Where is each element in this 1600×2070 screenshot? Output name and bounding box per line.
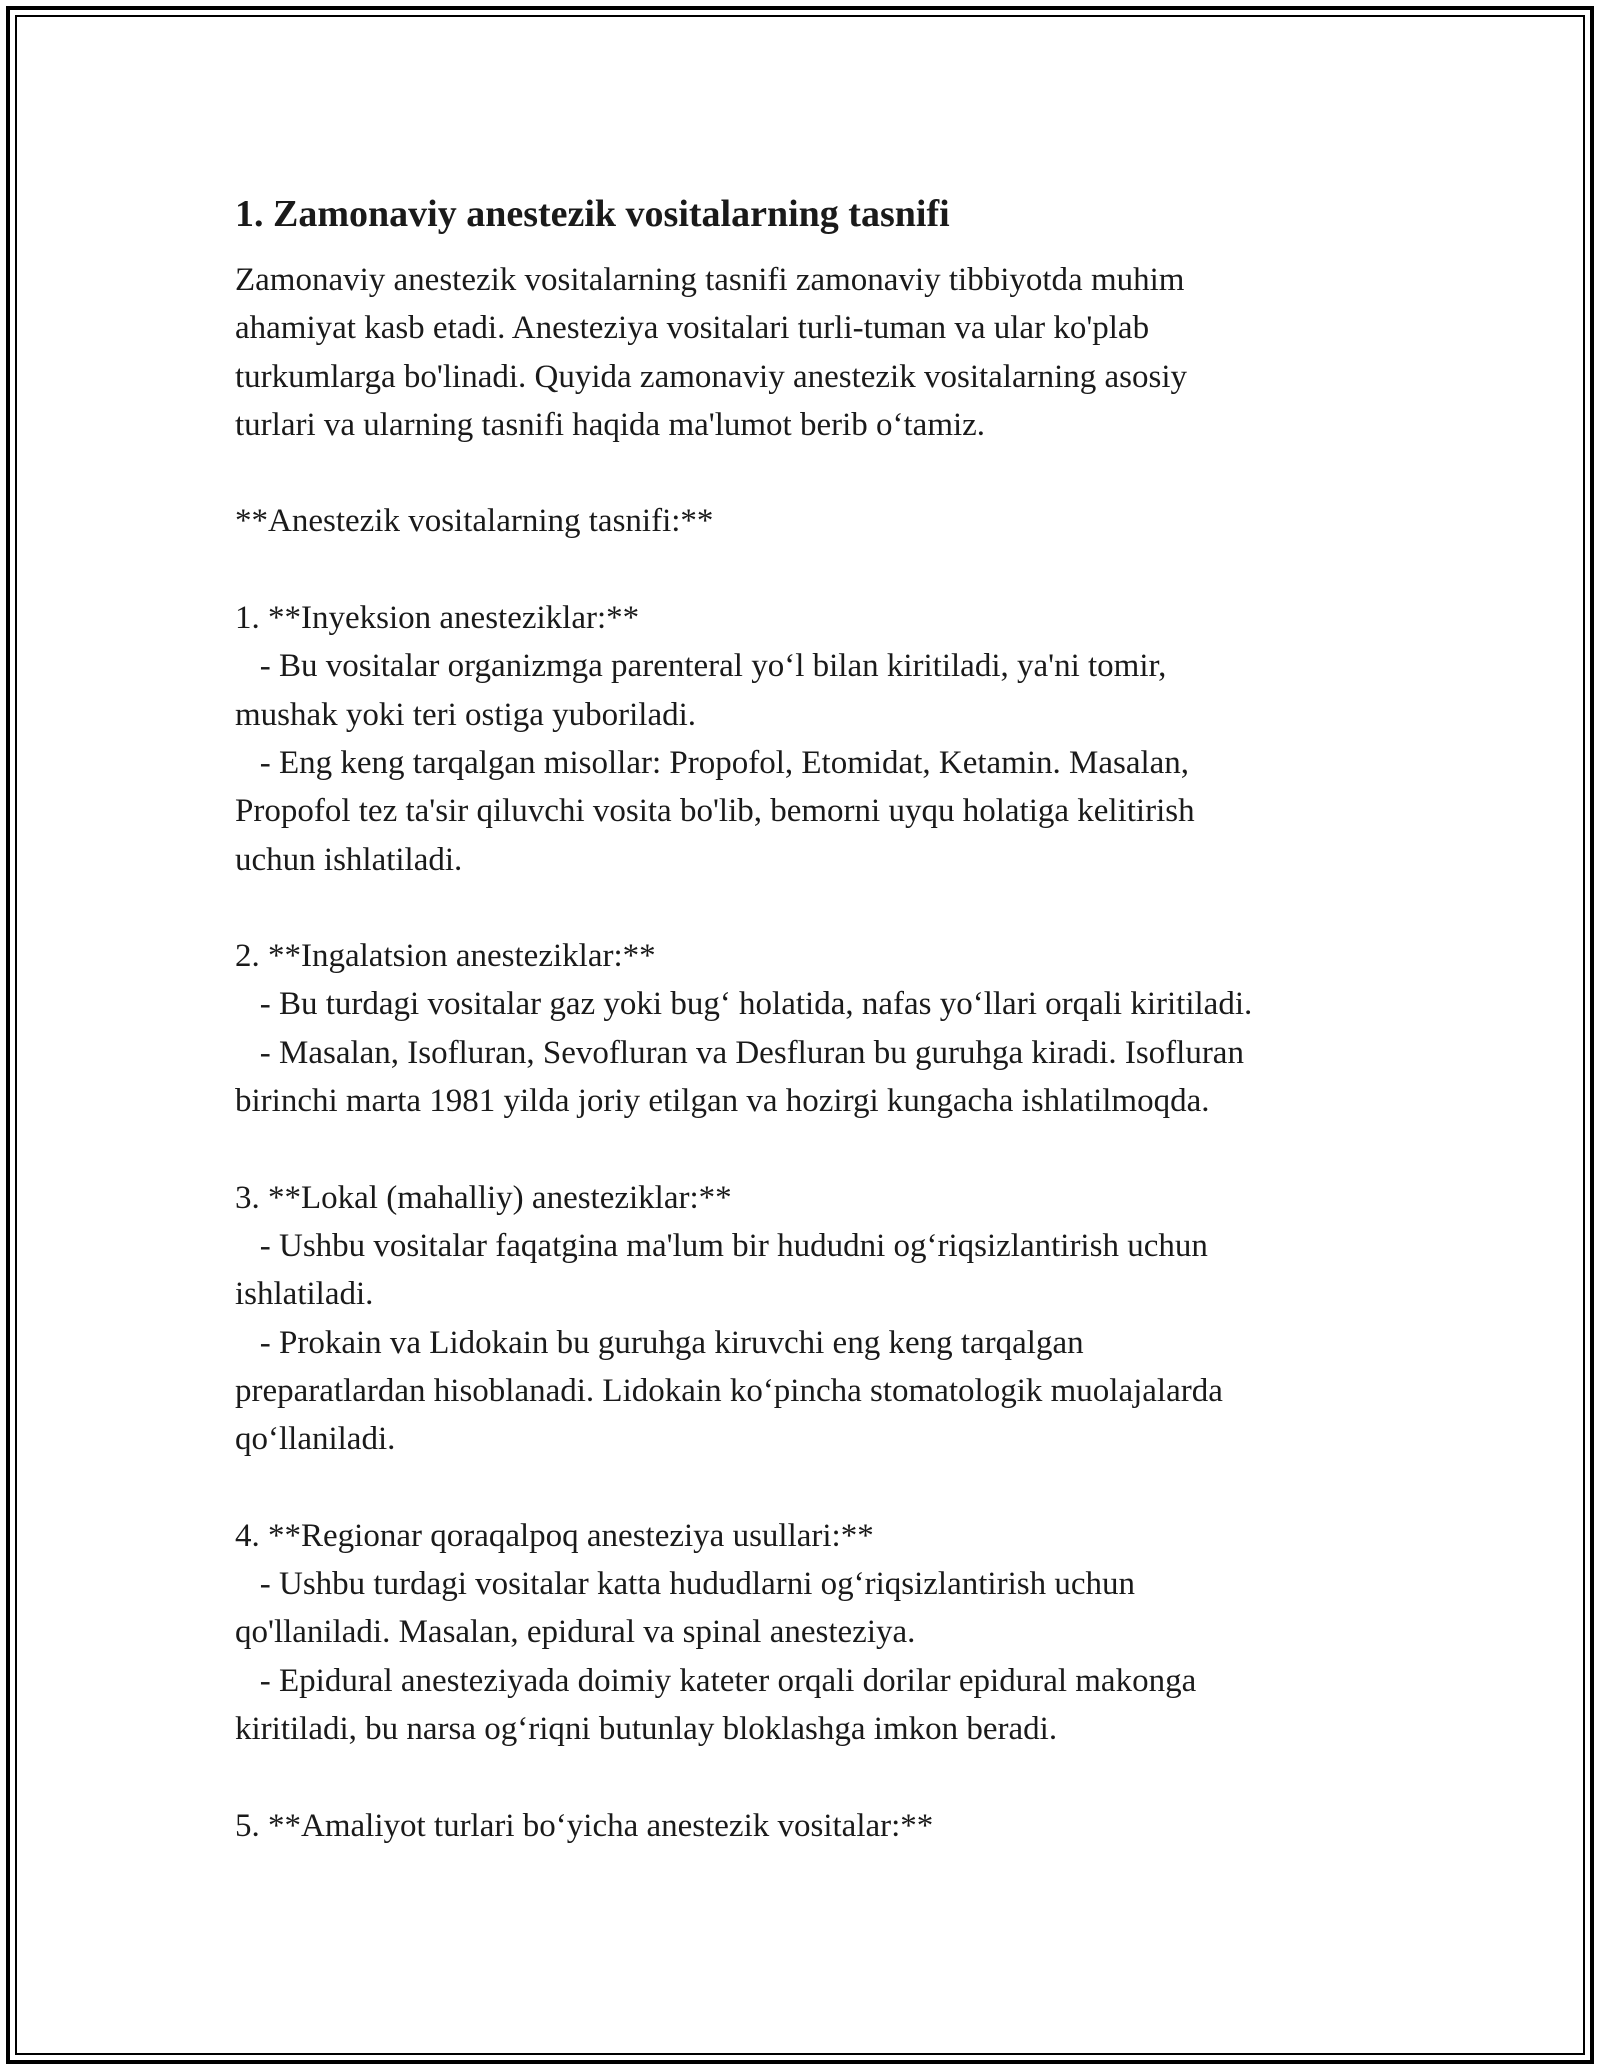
document-heading: 1. Zamonaviy anestezik vositalarning tasnifi (235, 193, 950, 235)
document-content (235, 182, 1395, 1850)
document-body: Zamonaviy anestezik vositalarning tasnifi zamonaviy tibbiyotda muhim ahamiyat kasb etadi. Anesteziya vositalari turli-tuman va ular ko'plab turkumlarga bo'linadi. Quyida zamonaviy anestezik vositalarning asosiy turlari va ularning tasnifi haqida ma'lumot berib o‘tamiz. **Anestezik vositalarning tasnifi:** 1. **Inyeksion anesteziklar:** - Bu vositalar organizmga parenteral yo‘l bilan kiritiladi, ya'ni tomir, mushak yoki teri ostiga yuboriladi. - Eng keng tarqalgan misollar: Propofol, Etomidat, Ketamin. Masalan, Propofol tez ta'sir qiluvchi vosita bo'lib, bemorni uyqu holatiga kelitirish uchun ishlatiladi. 2. **Ingalatsion anesteziklar:** - Bu turdagi vositalar gaz yoki bug‘ holatida, nafas yo‘llari orqali kiritiladi. - Masalan, Isofluran, Sevofluran va Desfluran bu guruhga kiradi. Isofluran birinchi marta 1981 yilda joriy etilgan va hozirgi kungacha ishlatilmoqda. 3. **Lokal (mahalliy) anesteziklar:** - Ushbu vositalar faqatgina ma'lum bir hududni og‘riqsizlantirish uchun ishlatiladi. - Prokain va Lidokain bu guruhga kiruvchi eng keng tarqalgan preparatlardan hisoblanadi. Lidokain ko‘pincha stomatologik muolajalarda qo‘llaniladi. 4. **Regionar qoraqalpoq anesteziya usullari:** - Ushbu turdagi vositalar katta hududlarni og‘riqsizlantirish uchun qo'llaniladi. Masalan, epidural va spinal anesteziya. - Epidural anesteziyada doimiy kateter orqali dorilar epidural makonga kiritiladi, bu narsa og‘riqni butunlay bloklashga imkon beradi. 5. **Amaliyot turlari bo‘yicha anestezik vositalar:** (235, 262, 1253, 1844)
